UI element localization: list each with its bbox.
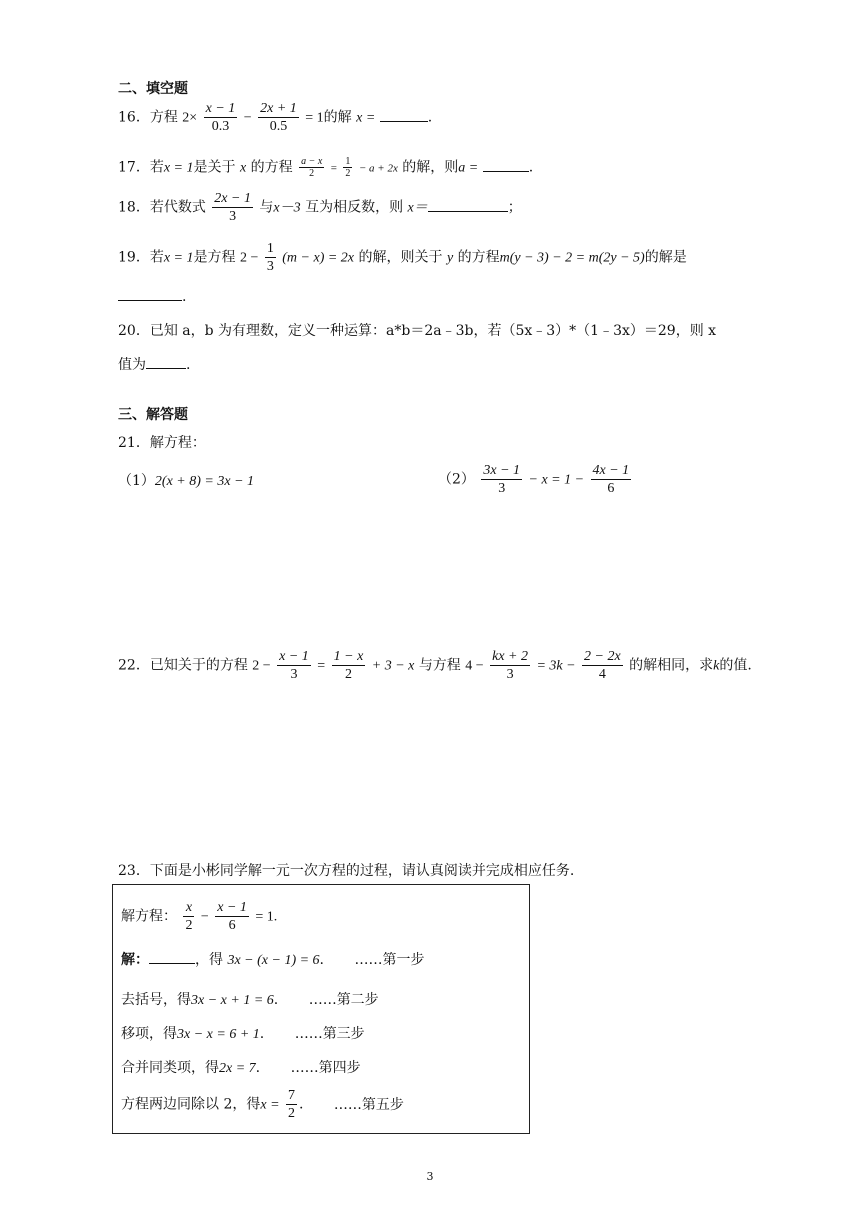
section-title-fill-blank: 二、填空题 bbox=[118, 81, 188, 97]
question-22: 22．已知关于的方程 2 − $\frac{x - 1}{3}$ = $\frac{1 - x}{2}$ + 3 − x 与方程 4 − $\frac{kx + 2}{3}$ = 3k − $\frac{2 - 2x}{4}$ 的解相同，求k的值. bbox=[118, 649, 752, 682]
step-2: 去括号，得3x − x + 1 = 6. ……第二步 bbox=[121, 992, 379, 1008]
fraction: $\frac{4x - 1}{6}$ bbox=[592, 463, 630, 496]
solve-equation-line: 解方程： $\frac{x}{2}$ − $\frac{x - 1}{6}$ = 1. bbox=[121, 900, 278, 933]
solution-box bbox=[112, 884, 530, 1134]
question-21-part-2: （2） $\frac{3x - 1}{3}$ − x = 1 − $\frac{4x - 1}{6}$ bbox=[438, 463, 630, 496]
question-21-part-1: （1）2(x + 8) = 3x − 1 bbox=[118, 473, 255, 489]
fraction: $\frac{x - 1}{6}$ bbox=[217, 900, 247, 933]
fraction: $\frac{1 - x}{2}$ bbox=[333, 649, 364, 682]
fraction: $\frac{1}{2}$ bbox=[345, 156, 351, 179]
fraction: $\frac{1}{3}$ bbox=[266, 241, 274, 274]
fraction: $\frac{2x + 1}{0.5}$ bbox=[260, 101, 297, 134]
answer-blank bbox=[483, 159, 529, 172]
question-18: 18．若代数式 $\frac{2x - 1}{3}$ 与x－3 互为相反数，则 x＝ ； bbox=[118, 191, 522, 224]
answer-blank bbox=[380, 109, 428, 122]
fraction: $\frac{a - x}{2}$ bbox=[301, 156, 323, 179]
question-20-line2: 值为 . bbox=[118, 357, 191, 373]
fraction: $\frac{x - 1}{3}$ bbox=[279, 649, 309, 682]
question-21-title: 21．解方程： bbox=[118, 435, 206, 451]
question-19: 19．若x = 1是方程 2 − $\frac{1}{3}$ (m − x) = 2x 的解，则关于 y 的方程m(y − 3) − 2 = m(2y − 5)的解是 bbox=[118, 241, 687, 274]
section-title-solve: 三、解答题 bbox=[118, 407, 188, 423]
fraction: $\frac{3x - 1}{3}$ bbox=[483, 463, 521, 496]
fraction: $\frac{7}{2}$ bbox=[287, 1088, 295, 1121]
answer-blank bbox=[146, 356, 186, 369]
question-16: 16．方程 2× $\frac{x - 1}{0.3}$ − $\frac{2x + 1}{0.5}$ = 1的解 x = . bbox=[118, 101, 433, 134]
step-3: 移项，得3x − x = 6 + 1. ……第三步 bbox=[121, 1026, 365, 1042]
question-23-intro: 23．下面是小彬同学解一元一次方程的过程，请认真阅读并完成相应任务. bbox=[118, 863, 575, 879]
fraction: $\frac{x}{2}$ bbox=[185, 900, 193, 933]
step-1: 解： ，得 3x − (x − 1) = 6. ……第一步 bbox=[121, 952, 425, 968]
fraction: $\frac{x - 1}{0.3}$ bbox=[205, 101, 236, 134]
fraction: $\frac{2x - 1}{3}$ bbox=[214, 191, 251, 224]
answer-blank bbox=[149, 951, 195, 964]
fraction: $\frac{kx + 2}{3}$ bbox=[492, 649, 528, 682]
answer-blank bbox=[428, 199, 508, 212]
question-19-answer-line: . bbox=[118, 288, 186, 305]
answer-blank bbox=[118, 288, 182, 301]
question-17: 17．若x = 1是关于 x 的方程 $\frac{a - x}{2}$ = $\frac{1}{2}$ − a + 2x 的解，则a = . bbox=[118, 156, 534, 179]
step-4: 合并同类项，得2x = 7. ……第四步 bbox=[121, 1060, 361, 1076]
question-20: 20．已知 a，b 为有理数，定义一种运算：a*b＝2a﹣3b，若（5x﹣3）*（1﹣3x）＝29，则 x bbox=[118, 323, 717, 339]
step-5: 方程两边同除以 2，得x = $\frac{7}{2}$ . ……第五步 bbox=[121, 1088, 404, 1121]
fraction: $\frac{2 - 2x}{4}$ bbox=[584, 649, 621, 682]
page-number: 3 bbox=[426, 1170, 434, 1183]
